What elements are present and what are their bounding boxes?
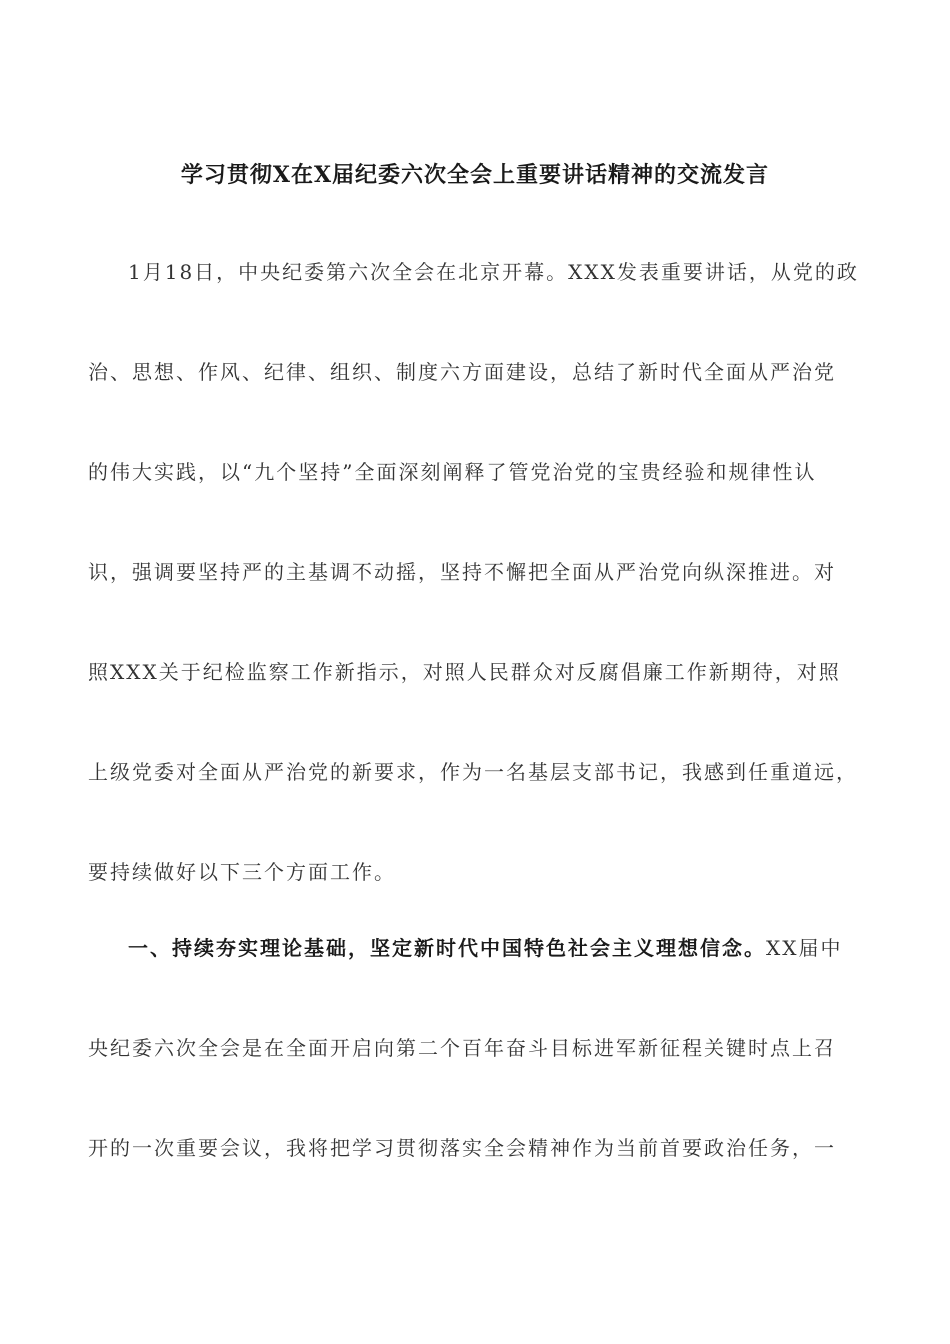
paragraph-line: 治、思想、作风、纪律、组织、制度六方面建设，总结了新时代全面从严治党 [88, 360, 836, 384]
paragraph-line: 要持续做好以下三个方面工作。 [88, 860, 396, 884]
paragraph-line: 上级党委对全面从严治党的新要求，作为一名基层支部书记，我感到任重道远， [88, 760, 858, 784]
section-heading: 一、持续夯实理论基础，坚定新时代中国特色社会主义理想信念。 [128, 936, 766, 960]
paragraph-line: 识，强调要坚持严的主基调不动摇，坚持不懈把全面从严治党向纵深推进。对 [88, 560, 836, 584]
paragraph-line: 1月18日，中央纪委第六次全会在北京开幕。XXX发表重要讲话，从党的政 [128, 260, 859, 284]
section-heading-line [128, 932, 868, 961]
section-text: XX届中 [766, 936, 843, 960]
paragraph-line: 央纪委六次全会是在全面开启向第二个百年奋斗目标进军新征程关键时点上召 [88, 1036, 836, 1060]
paragraph-line: 的伟大实践，以“九个坚持”全面深刻阐释了管党治党的宝贵经验和规律性认 [88, 460, 817, 484]
paragraph-line: 照XXX关于纪检监察工作新指示，对照人民群众对反腐倡廉工作新期待，对照 [88, 660, 841, 684]
paragraph-line: 开的一次重要会议，我将把学习贯彻落实全会精神作为当前首要政治任务，一 [88, 1136, 836, 1160]
document-title: 学习贯彻X在X届纪委六次全会上重要讲话精神的交流发言 [180, 162, 770, 188]
